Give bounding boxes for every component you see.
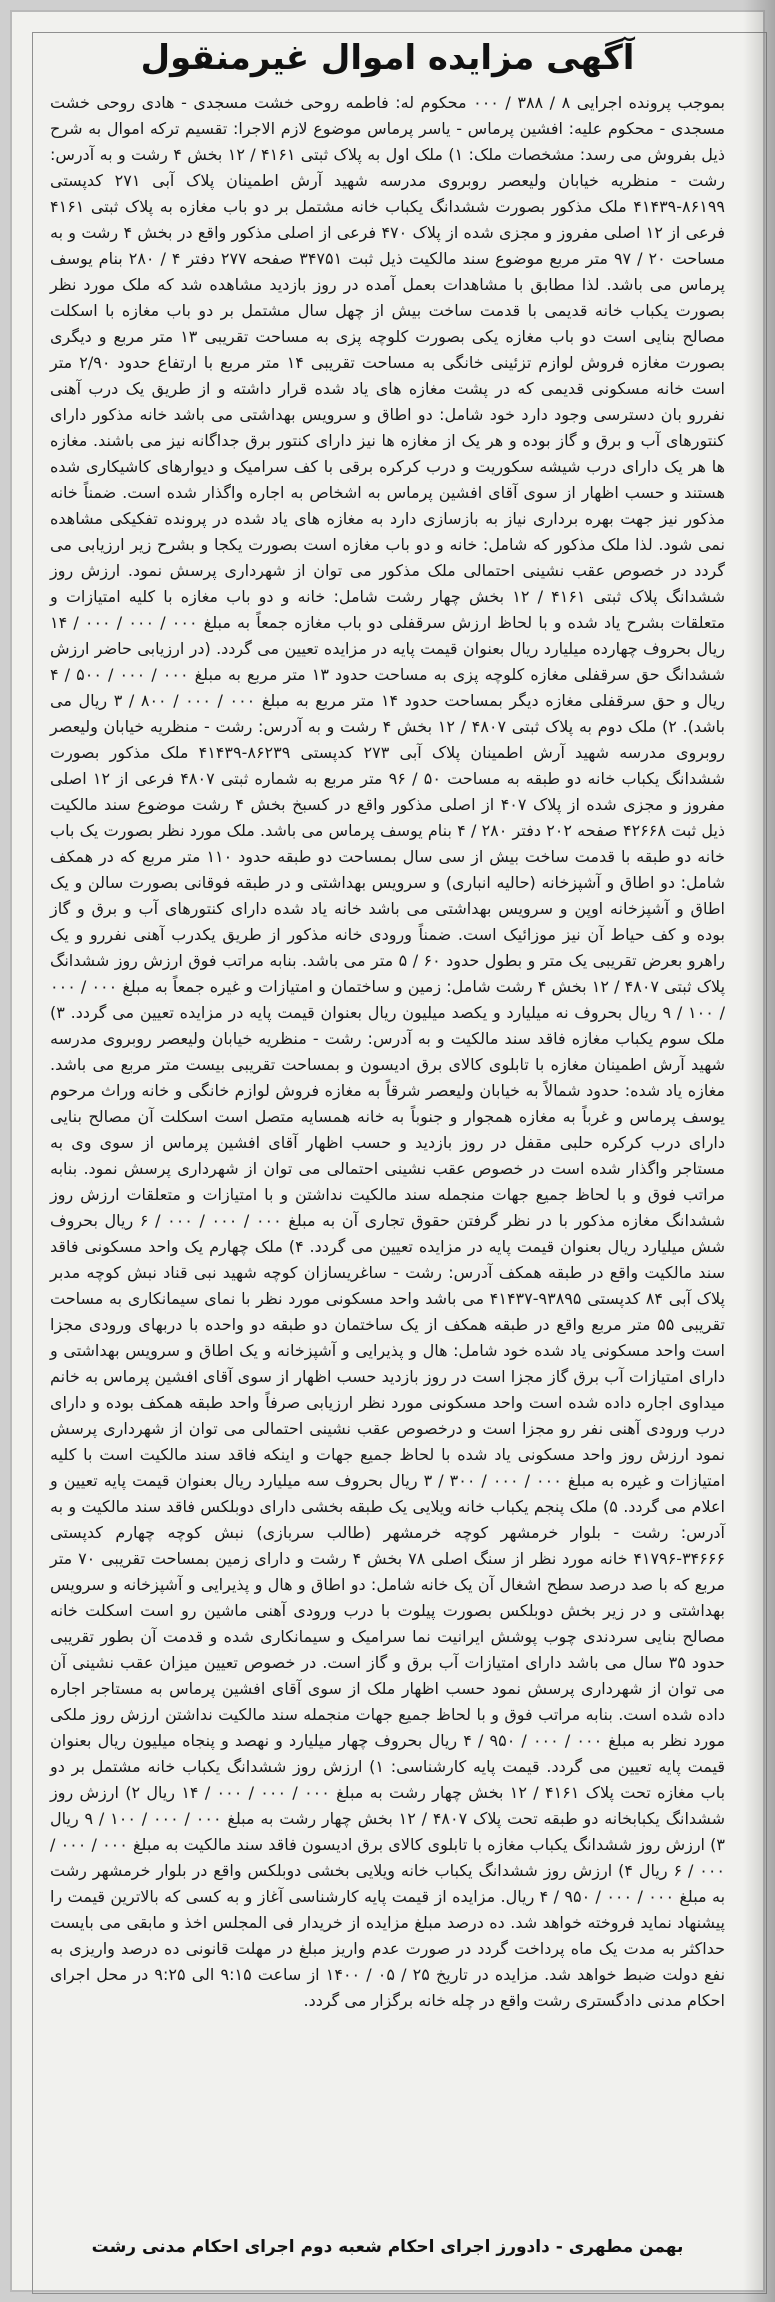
notice-body: بموجب پرونده اجرایی ۸ / ۳۸۸ / ۰۰۰ محکوم له: فاطمه روحی خشت مسجدی - هادی روحی خشت مسجدی - محکوم علیه: افشین پرماس - یاسر پرماس موضوع لازم الاجرا: تقسیم ترکه اموال به شرح ذیل بفروش می رسد: مشخصات ملک: ۱) ملک اول به پلاک ثبتی ۴۱۶۱ / ۱۲ بخش ۴ رشت و به آدرس: رشت - منظریه خیابان ولیعصر روبروی مدرسه شهید آرش اطمینان پلاک آبی ۲۷۱ کدپستی ۸۶۱۹۹-۴۱۴۳۹ ملک مذکور بصورت ششدانگ یکباب خانه مشتمل بر دو باب مغازه به پلاک ثبتی ۴۱۶۱ فرعی از ۱۲ اصلی مفروز و مجزی شده از پلاک ۴۷۰ فرعی از اصلی مذکور واقع در بخش ۴ رشت و به مساحت ۲۰ / ۹۷ متر مربع موضوع سند مالکیت ذیل ثبت ۳۴۷۵۱ صفحه ۲۷۷ دفتر ۴ / ۲۸۰ بنام یوسف پرماس می باشد. لذا مطابق با مشاهدات بعمل آمده در روز بازدید مشاهده شد که ملک مورد نظر بصورت یکباب خانه قدیمی با قدمت ساخت بیش از چهل سال مشتمل بر دو باب مغازه با اسکلت مصالح بنایی است دو باب مغازه یکی بصورت کلوچه پزی به مساحت تقریبی ۱۳ متر مربع و دیگری بصورت مغازه فروش لوازم تزئینی خانگی به مساحت تقریبی ۱۴ متر مربع با ارتفاع حدود ۲/۹۰ متر است خانه مسکونی قدیمی که در پشت مغازه های یاد شده قرار داشته و از طریق یک درب آهنی نفررو بان دسترسی وجود دارد خود شامل: دو اطاق و سرویس بهداشتی می باشد خانه مذکور دارای کنتورهای آب و برق و گاز بوده و هر یک از مغازه ها نیز دارای کنتور برق جداگانه نیز می باشند. مغازه ها هر یک دارای درب شیشه سکوریت و درب کرکره برقی با کف سرامیک و دیوارهای کاشیکاری شده هستند و حسب اظهار از سوی آقای افشین پرماس به اشخاص به اجاره واگذار شده است. ضمناً خانه مذکور نیز جهت بهره برداری نیاز به بازسازی دارد به مغازه های یاد شده در پرونده تفکیکی مشاهده نمی شود. لذا ملک مذکور که شامل: خانه و دو باب مغازه است بصورت یکجا و بشرح زیر ارزیابی می گردد در خصوص عقب نشینی احتمالی ملک مذکور می توان از شهرداری پرسش نمود. ارزش روز ششدانگ پلاک ثبتی ۴۱۶۱ / ۱۲ بخش چهار رشت شامل: خانه و دو باب مغازه با کلیه امتیازات و متعلقات بشرح یاد شده و با لحاظ ارزش سرقفلی دو باب مغازه جمعاً به مبلغ ۰۰۰ / ۰۰۰ / ۰۰۰ / ۱۴ ریال بحروف چهارده میلیارد ریال بعنوان قیمت پایه در مزایده تعیین می گردد. (در ارزیابی حاضر ارزش ششدانگ حق سرقفلی مغازه کلوچه پزی به مساحت حدود ۱۳ متر مربع به مبلغ ۰۰۰ / ۰۰۰ / ۵۰۰ / ۴ ریال و حق سرقفلی مغازه دیگر بمساحت حدود ۱۴ متر مربع به مبلغ ۰۰۰ / ۰۰۰ / ۸۰۰ / ۳ ریال می باشد). ۲) ملک دوم به پلاک ثبتی ۴۸۰۷ / ۱۲ بخش ۴ رشت و به آدرس: رشت - منظریه خیابان ولیعصر روبروی مدرسه شهید آرش اطمینان پلاک آبی ۲۷۳ کدپستی ۸۶۲۳۹-۴۱۴۳۹ ملک مذکور بصورت ششدانگ یکباب خانه دو طبقه به مساحت ۵۰ / ۹۶ متر مربع به شماره ثبتی ۴۸۰۷ فرعی از ۱۲ اصلی مفروز و مجزی شده از پلاک ۴۰۷ از اصلی مذکور واقع در کسبخ بخش ۴ رشت موضوع سند مالکیت ذیل ثبت ۴۲۶۶۸ صفحه ۲۰۲ دفتر ۲۸۰ / ۴ بنام یوسف پرماس می باشد. ملک مورد نظر بصورت یک باب خانه دو طبقه با قدمت ساخت بیش از سی سال بمساحت دو طبقه حدود ۱۱۰ متر مربع که در همکف شامل: دو اطاق و آشپزخانه (حالیه انباری) و سرویس بهداشتی و در طبقه فوقانی بصورت سالن و یک اطاق و آشپزخانه اوپن و سرویس بهداشتی می باشد خانه یاد شده دارای کنتورهای آب و برق و گاز بوده و کف حیاط آن نیز موزائیک است. ضمناً ورودی خانه مذکور از طریق یکدرب آهنی نفررو و یک راهرو بعرض تقریبی یک متر و بطول حدود ۶۰ / ۵ متر می باشد. بنابه مراتب فوق ارزش روز ششدانگ پلاک ثبتی ۴۸۰۷ / ۱۲ بخش ۴ رشت شامل: زمین و ساختمان و امتیازات و غیره جمعاً به مبلغ ۰۰۰ / ۰۰۰ / ۱۰۰ / ۹ ریال بحروف نه میلیارد و یکصد میلیون ریال بعنوان قیمت پایه در مزایده تعیین می گردد. ۳) ملک سوم یکباب مغازه فاقد سند مالکیت و به آدرس: رشت - منظریه خیابان ولیعصر روبروی مدرسه شهید آرش اطمینان مغازه با تابلوی کالای برق ادیسون و بمساحت تقریبی بیست متر مربع می باشد. مغازه یاد شده: حدود شمالاً به خیابان ولیعصر شرقاً به مغازه فروش لوازم خانگی و خانه وراث مرحوم یوسف پرماس و غرباً به مغازه همجوار و جنوباً به خانه همسایه متصل است اسکلت آن مصالح بنایی دارای درب کرکره حلبی مقفل در روز بازدید و حسب اظهار آقای افشین پرماس از سوی وی به مستاجر واگذار شده است در خصوص عقب نشینی احتمالی می توان از شهرداری پرسش نمود. بنابه مراتب فوق و با لحاظ جمیع جهات منجمله سند مالکیت نداشتن و با امتیازات و متعلقات ارزش روز ششدانگ مغازه مذکور با در نظر گرفتن حقوق تجاری آن به مبلغ ۰۰۰ / ۰۰۰ / ۰۰۰ / ۶ ریال بحروف شش میلیارد ریال بعنوان قیمت پایه در مزایده تعیین می گردد. ۴) ملک چهارم یک واحد مسکونی فاقد سند مالکیت واقع در طبقه همکف آدرس: رشت - ساغریسازان کوچه شهید نبی قناد نبش کوچه مدبر پلاک آبی ۸۴ کدپستی ۹۳۸۹۵-۴۱۴۳۷ می باشد واحد مسکونی مورد نظر با نمای سیمانکاری به مساحت تقریبی ۵۵ متر مربع واقع در طبقه همکف از یک ساختمان دو طبقه دو واحده با دربهای ورودی مجزا است واحد مسکونی یاد شده خود شامل: هال و پذیرایی و آشپزخانه و یک اطاق و سرویس بهداشتی و دارای امتیازات آب برق گاز مجزا است در روز بازدید حسب اظهار از سوی آقای افشین پرماس به خانم میداوی اجاره داده شده است واحد مسکونی مورد نظر ارزیابی صرفاً واحد طبقه همکف بوده و دارای درب ورودی آهنی نفر رو مجزا است و درخصوص عقب نشینی احتمالی می توان از شهرداری پرسش نمود ارزش روز واحد مسکونی یاد شده با لحاظ جمیع جهات و اینکه فاقد سند مالکیت است با کلیه امتیازات و غیره به مبلغ ۰۰۰ / ۰۰۰ / ۳۰۰ / ۳ ریال بحروف سه میلیارد ریال بعنوان قیمت پایه تعیین و اعلام می گردد. ۵) ملک پنجم یکباب خانه ویلایی یک طبقه بخشی دارای دوبلکس فاقد سند مالکیت و به آدرس: رشت - بلوار خرمشهر کوچه خرمشهر (طالب سربازی) نبش کوچه چهارم کدپستی ۳۴۶۶۶-۴۱۷۹۶ خانه مورد نظر از سنگ اصلی ۷۸ بخش ۴ رشت و دارای زمین بمساحت تقریبی ۷۰ متر مربع که با صد درصد سطح اشغال آن یک خانه شامل: دو اطاق و هال و پذیرایی و آشپزخانه و سرویس بهداشتی و در زیر بخش دوبلکس بصورت پیلوت با درب ورودی آهنی ماشین رو است اسکلت خانه مصالح بنایی سردندی چوب پوشش ایرانیت نما سرامیک و سیمانکاری شده و قدمت آن بطور تقریبی حدود ۳۵ سال می باشد دارای امتیازات آب برق و گاز است. در خصوص تعیین میزان عقب نشینی آن می توان از شهرداری پرسش نمود حسب اظهار ملک از سوی آقای افشین پرماس به مستاجر اجاره داده شده است. بنابه مراتب فوق و با لحاظ جمیع جهات منجمله سند مالکیت نداشتن ارزش روز ملکی مورد نظر به مبلغ ۰۰۰ / ۰۰۰ / ۹۵۰ / ۴ ریال بحروف چهار میلیارد و نهصد و پنجاه میلیون ریال بعنوان قیمت پایه تعیین می گردد. قیمت پایه کارشناسی: ۱) ارزش روز ششدانگ یکباب خانه مشتمل بر دو باب مغازه تحت پلاک ۴۱۶۱ / ۱۲ بخش چهار رشت به مبلغ ۰۰۰ / ۰۰۰ / ۰۰۰ / ۱۴ ریال ۲) ارزش روز ششدانگ یکبابخانه دو طبقه تحت پلاک ۴۸۰۷ / ۱۲ بخش چهار رشت به مبلغ ۰۰۰ / ۰۰۰ / ۱۰۰ / ۹ ریال ۳) ارزش روز ششدانگ یکباب مغازه با تابلوی کالای برق ادیسون فاقد سند مالکیت به مبلغ ۰۰۰ / ۰۰۰ / ۰۰۰ / ۶ ریال ۴) ارزش روز ششدانگ یکباب خانه ویلایی بخشی دوبلکس واقع در بلوار خرمشهر رشت به مبلغ ۰۰۰ / ۰۰۰ / ۹۵۰ / ۴ ریال. مزایده از قیمت پایه کارشناسی آغاز و به کسی که بالاترین قیمت را پیشنهاد نماید فروخته خواهد شد. ده درصد مبلغ مزایده از خریدار فی المجلس اخذ و مابقی می بایست حداکثر به مدت یک ماه پرداخت گردد در صورت عدم واریز مبلغ در مهلت قانونی ده درصد واریزی به نفع دولت ضبط خواهد شد. مزایده در تاریخ ۲۵ / ۰۵ / ۱۴۰۰ از ساعت ۹:۱۵ الی ۹:۲۵ در محل اجرای احکام مدنی دادگستری رشت واقع در چله خانه برگزار می گردد. [44,93,726,2010]
notice-title: آگهی مزایده اموال غیرمنقول [140,38,635,78]
notice-signature: بهمن مطهری - دادورز اجرای احکام شعبه دوم اجرای احکام مدنی رشت [91,2237,684,2257]
notice-paper [10,10,765,2292]
